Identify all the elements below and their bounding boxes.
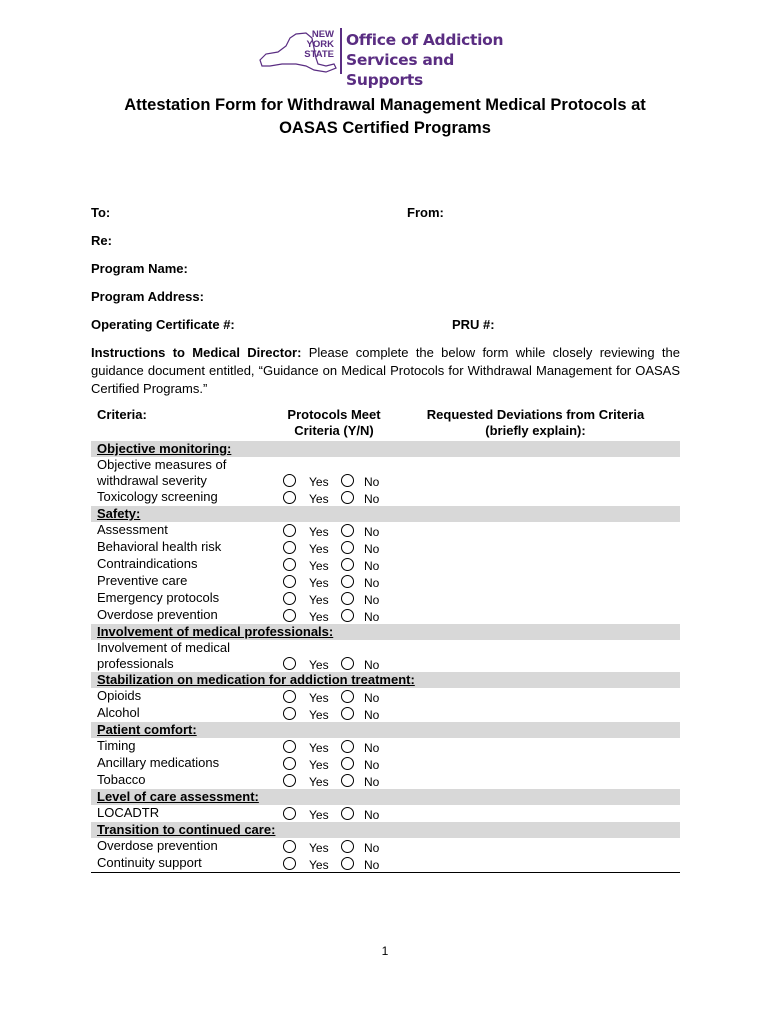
criterion-label: Overdose prevention bbox=[97, 838, 218, 853]
criteria-row bbox=[91, 738, 680, 755]
deviation-input-cell[interactable] bbox=[391, 607, 680, 624]
no-label: No bbox=[364, 576, 380, 590]
yes-no-group bbox=[283, 838, 391, 855]
criterion-label: Involvement of medical professionals bbox=[97, 640, 230, 671]
section-title: Stabilization on medication for addiction treatment: bbox=[91, 672, 680, 688]
criterion-label: Behavioral health risk bbox=[97, 539, 222, 554]
criteria-row bbox=[91, 590, 680, 607]
deviation-input-cell[interactable] bbox=[391, 590, 680, 607]
yes-no-cell bbox=[277, 556, 391, 573]
deviation-input-cell[interactable] bbox=[391, 573, 680, 590]
pru-label: PRU #: bbox=[452, 317, 495, 332]
yes-no-group bbox=[283, 772, 391, 789]
yes-radio[interactable] bbox=[283, 657, 296, 670]
yes-label: Yes bbox=[309, 775, 329, 789]
program-name-label: Program Name: bbox=[91, 261, 188, 276]
yes-radio[interactable] bbox=[283, 807, 296, 820]
no-label: No bbox=[364, 775, 380, 789]
yes-no-cell bbox=[277, 855, 391, 873]
no-radio[interactable] bbox=[341, 474, 354, 487]
yes-no-group bbox=[283, 573, 391, 590]
no-radio[interactable] bbox=[341, 857, 354, 870]
section-title: Patient comfort: bbox=[91, 722, 680, 738]
no-label: No bbox=[364, 808, 380, 822]
no-radio[interactable] bbox=[341, 558, 354, 571]
no-label: No bbox=[364, 610, 380, 624]
yes-label: Yes bbox=[309, 758, 329, 772]
yes-radio[interactable] bbox=[283, 592, 296, 605]
criteria-row bbox=[91, 607, 680, 624]
program-address-label: Program Address: bbox=[91, 289, 204, 304]
criterion-label: Alcohol bbox=[97, 705, 140, 720]
deviation-input-cell[interactable] bbox=[391, 539, 680, 556]
yes-no-cell bbox=[277, 755, 391, 772]
yes-radio[interactable] bbox=[283, 774, 296, 787]
no-radio[interactable] bbox=[341, 592, 354, 605]
yes-no-cell bbox=[277, 489, 391, 506]
yes-no-group bbox=[283, 738, 391, 755]
yes-no-group bbox=[283, 655, 391, 672]
yes-no-cell bbox=[277, 607, 391, 624]
section-row bbox=[91, 672, 680, 688]
criterion-label: Opioids bbox=[97, 688, 142, 703]
yes-radio[interactable] bbox=[283, 474, 296, 487]
yes-no-cell bbox=[277, 522, 391, 539]
deviation-input-cell[interactable] bbox=[391, 489, 680, 506]
yes-no-cell bbox=[277, 688, 391, 705]
yes-no-cell bbox=[277, 640, 391, 672]
criteria-row bbox=[91, 805, 680, 822]
criteria-row bbox=[91, 705, 680, 722]
section-row bbox=[91, 722, 680, 738]
yes-label: Yes bbox=[309, 841, 329, 855]
no-radio[interactable] bbox=[341, 491, 354, 504]
criterion-label: Assessment bbox=[97, 522, 168, 537]
section-title: Objective monitoring: bbox=[91, 441, 680, 457]
section-title: Involvement of medical professionals: bbox=[91, 624, 680, 640]
no-radio[interactable] bbox=[341, 707, 354, 720]
no-radio[interactable] bbox=[341, 757, 354, 770]
no-label: No bbox=[364, 525, 380, 539]
section-row bbox=[91, 506, 680, 522]
criterion-label: Timing bbox=[97, 738, 136, 753]
criterion-label: Continuity support bbox=[91, 855, 277, 873]
yes-radio[interactable] bbox=[283, 491, 296, 504]
yes-label: Yes bbox=[309, 475, 329, 489]
yes-label: Yes bbox=[309, 808, 329, 822]
yes-radio[interactable] bbox=[283, 857, 296, 870]
deviation-input-cell[interactable] bbox=[391, 755, 680, 772]
yes-label: Yes bbox=[309, 708, 329, 722]
criteria-row bbox=[91, 755, 680, 772]
instructions bbox=[91, 344, 680, 398]
criteria-table-header bbox=[91, 407, 680, 441]
criterion-label: Contraindications bbox=[97, 556, 198, 571]
no-radio[interactable] bbox=[341, 840, 354, 853]
yes-radio[interactable] bbox=[283, 575, 296, 588]
deviation-input-cell[interactable] bbox=[391, 556, 680, 573]
criteria-row bbox=[91, 855, 680, 873]
criteria-table bbox=[91, 407, 680, 873]
yes-no-group bbox=[283, 855, 391, 872]
section-title: Level of care assessment: bbox=[91, 789, 680, 805]
yes-no-group bbox=[283, 607, 391, 624]
re-label: Re: bbox=[91, 233, 112, 248]
section-title: Transition to continued care: bbox=[91, 822, 680, 838]
yes-no-cell bbox=[277, 805, 391, 822]
criterion-label: Ancillary medications bbox=[97, 755, 220, 770]
logo-org-name: Office of Addiction Services and Supports bbox=[346, 31, 504, 89]
yes-no-cell bbox=[277, 539, 391, 556]
deviation-input-cell[interactable] bbox=[391, 772, 680, 789]
yes-label: Yes bbox=[309, 610, 329, 624]
to-label: To: bbox=[91, 205, 111, 220]
yes-label: Yes bbox=[309, 858, 329, 872]
yes-label: Yes bbox=[309, 492, 329, 506]
yes-no-group bbox=[283, 755, 391, 772]
deviation-input-cell[interactable] bbox=[391, 838, 680, 855]
criterion-label: Preventive care bbox=[97, 573, 188, 588]
criterion-label: Emergency protocols bbox=[97, 590, 220, 605]
yes-no-group bbox=[283, 705, 391, 722]
yes-no-cell bbox=[277, 838, 391, 855]
no-label: No bbox=[364, 708, 380, 722]
deviations-header: Requested Deviations from Criteria (briefly explain): bbox=[426, 407, 645, 438]
criteria-row bbox=[91, 640, 680, 672]
deviation-input-cell[interactable] bbox=[391, 522, 680, 539]
no-label: No bbox=[364, 841, 380, 855]
yes-no-cell bbox=[277, 457, 391, 489]
criterion-label: Objective measures of withdrawal severity bbox=[97, 457, 227, 488]
deviation-input-cell[interactable] bbox=[391, 688, 680, 705]
yes-no-group bbox=[283, 522, 391, 539]
protocols-meet-header: Protocols Meet Criteria (Y/N) bbox=[287, 407, 381, 438]
no-label: No bbox=[364, 593, 380, 607]
criteria-row bbox=[91, 573, 680, 590]
operating-certificate-label: Operating Certificate #: bbox=[91, 317, 235, 332]
yes-no-cell bbox=[277, 590, 391, 607]
deviation-input-cell[interactable] bbox=[391, 805, 680, 822]
yes-radio[interactable] bbox=[283, 690, 296, 703]
criteria-row bbox=[91, 838, 680, 855]
yes-label: Yes bbox=[309, 559, 329, 573]
yes-radio[interactable] bbox=[283, 541, 296, 554]
yes-radio[interactable] bbox=[283, 740, 296, 753]
yes-radio[interactable] bbox=[283, 609, 296, 622]
deviation-input-cell[interactable] bbox=[391, 855, 680, 873]
yes-label: Yes bbox=[309, 741, 329, 755]
yes-label: Yes bbox=[309, 658, 329, 672]
instructions-body: Please complete the below form while closely reviewing the guidance document entitled, “Guidance on Medical Protocols for Withdrawal Management for OASAS Certified Programs.” bbox=[91, 345, 680, 396]
no-radio[interactable] bbox=[341, 575, 354, 588]
no-label: No bbox=[364, 858, 380, 872]
yes-label: Yes bbox=[309, 593, 329, 607]
deviation-input-cell[interactable] bbox=[391, 640, 680, 672]
criteria-row bbox=[91, 539, 680, 556]
no-label: No bbox=[364, 758, 380, 772]
yes-no-group bbox=[283, 539, 391, 556]
criteria-row bbox=[91, 772, 680, 789]
criteria-header: Criteria: bbox=[97, 407, 147, 422]
section-title: Safety: bbox=[91, 506, 680, 522]
criteria-row bbox=[91, 522, 680, 539]
yes-no-cell bbox=[277, 772, 391, 789]
no-label: No bbox=[364, 658, 380, 672]
yes-no-group bbox=[283, 556, 391, 573]
criterion-label: LOCADTR bbox=[97, 805, 160, 820]
yes-radio[interactable] bbox=[283, 707, 296, 720]
yes-no-group bbox=[283, 688, 391, 705]
oasas-logo bbox=[256, 28, 526, 89]
document-title: Attestation Form for Withdrawal Management Medical Protocols at OASAS Certified Programs bbox=[124, 96, 646, 137]
no-label: No bbox=[364, 475, 380, 489]
no-label: No bbox=[364, 559, 380, 573]
no-label: No bbox=[364, 691, 380, 705]
new-york-state-wordmark: NEW YORK STATE bbox=[304, 29, 334, 60]
yes-label: Yes bbox=[309, 691, 329, 705]
yes-label: Yes bbox=[309, 525, 329, 539]
no-radio[interactable] bbox=[341, 657, 354, 670]
deviation-input-cell[interactable] bbox=[391, 705, 680, 722]
yes-no-cell bbox=[277, 738, 391, 755]
instructions-lead: Instructions to Medical Director: bbox=[91, 345, 302, 360]
section-row bbox=[91, 822, 680, 838]
no-radio[interactable] bbox=[341, 774, 354, 787]
criteria-row bbox=[91, 457, 680, 489]
criteria-row bbox=[91, 489, 680, 506]
yes-no-group bbox=[283, 590, 391, 607]
no-radio[interactable] bbox=[341, 807, 354, 820]
no-label: No bbox=[364, 741, 380, 755]
criteria-row bbox=[91, 688, 680, 705]
no-label: No bbox=[364, 542, 380, 556]
from-label: From: bbox=[407, 205, 444, 220]
yes-radio[interactable] bbox=[283, 558, 296, 571]
criterion-label: Overdose prevention bbox=[97, 607, 218, 622]
criterion-label: Tobacco bbox=[97, 772, 146, 787]
no-radio[interactable] bbox=[341, 541, 354, 554]
yes-radio[interactable] bbox=[283, 757, 296, 770]
yes-label: Yes bbox=[309, 542, 329, 556]
no-radio[interactable] bbox=[341, 524, 354, 537]
no-radio[interactable] bbox=[341, 740, 354, 753]
section-row bbox=[91, 624, 680, 640]
yes-radio[interactable] bbox=[283, 524, 296, 537]
criteria-row bbox=[91, 556, 680, 573]
logo-divider bbox=[340, 28, 342, 74]
no-label: No bbox=[364, 492, 380, 506]
no-radio[interactable] bbox=[341, 690, 354, 703]
yes-no-group bbox=[283, 805, 391, 822]
deviation-input-cell[interactable] bbox=[391, 457, 680, 489]
deviation-input-cell[interactable] bbox=[391, 738, 680, 755]
page-number: 1 bbox=[381, 944, 389, 958]
yes-radio[interactable] bbox=[283, 840, 296, 853]
section-row bbox=[91, 789, 680, 805]
criterion-label: Toxicology screening bbox=[97, 489, 218, 504]
yes-no-group bbox=[283, 472, 391, 489]
section-row bbox=[91, 441, 680, 457]
yes-no-cell bbox=[277, 705, 391, 722]
yes-label: Yes bbox=[309, 576, 329, 590]
yes-no-cell bbox=[277, 573, 391, 590]
no-radio[interactable] bbox=[341, 609, 354, 622]
yes-no-group bbox=[283, 489, 391, 506]
